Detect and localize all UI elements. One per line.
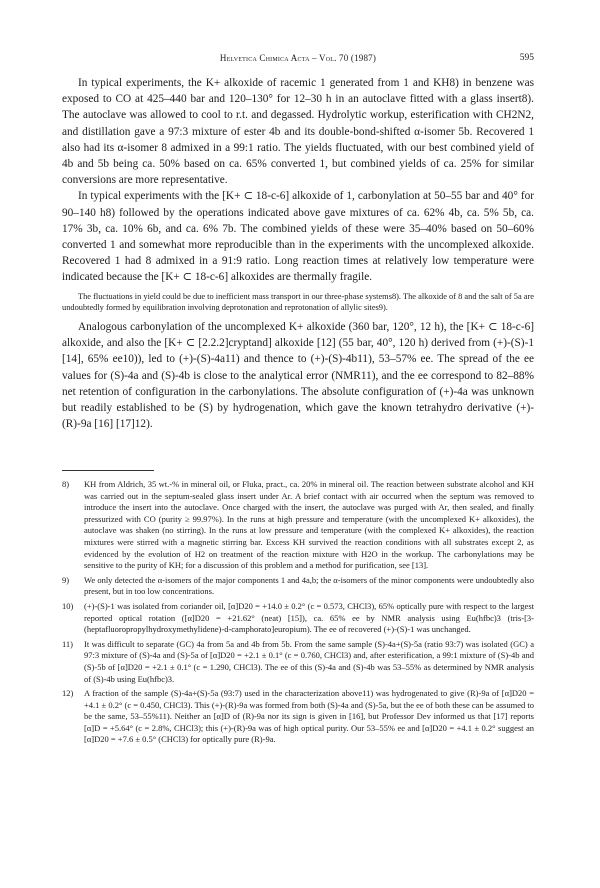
footnote-text: We only detected the α-isomers of the major components 1 and 4a,b; the α-isomers of the minor components were undoubtedly also present, but in too low concentrations. [84,574,534,597]
paragraph-2: In typical experiments with the [K+ ⊂ 18-c-6] alkoxide of 1, carbonylation at 50–55 bar and 40° for 90–140 h8) followed by the operations indicated above gave mixtures of ca. 62% 4b, ca. 5% 5b, ca. 17% 3b, ca. 10% 6b, and ca. 6% 7b. The combined yields of these were 35–40% based on 50–60% converted 1 and somewhat more reproducible than in the experiments with the uncomplexed alkoxide. Recovered 1 had 8 admixed in a 91:9 ratio. Long reaction times at relatively low temperature were indicated because the [K+ ⊂ 18-c-6] alkoxides are thermally fragile. [62,190,534,284]
footnote-mark: 10) [62,600,74,611]
footnote-rule [62,470,154,471]
footnotes [62,479,534,749]
footnote-mark: 11) [62,638,74,649]
main-text [62,75,534,432]
footnote-9 [62,575,534,598]
footnote-mark: 9) [62,574,70,585]
footnote-text: A fraction of the sample (S)-4a+(S)-5a (93:7) used in the characterization above11) was hydrogenated to give (R)-9a of [α]D20 = +4.1 ± 0.2° (c = 0.450, CHCl3). This (+)-(R)-9a was formed from both (S)-4a and (S)-5a, but the ee of both these can be assumed to be the same, 53–55%11). Neither an [α]D of (R)-9a nor its sign is given in [16], but Professor Dev informed us that [17] reports [α]D = +5.64° (c = 2.8%, CHCl3); this (+)-(R)-9a was of high optical purity. Our 53–55% ee and [α]D20 = +4.1 ± 0.2° suggest an [α]D20 = +7.6 ± 0.5° (CHCl3) for optically pure (R)-9a. [84,688,534,745]
small-print-note: The fluctuations in yield could be due to inefficient mass transport in our three-phase systems8). The alkoxide of 8 and the salt of 5a are undoubtedly formed by equilibration involving deprotonation and reprotonation of allylic sites9). [62,291,534,312]
footnote-12 [62,688,534,746]
footnote-mark: 12) [62,688,74,699]
running-head [62,53,534,67]
footnote-text: It was difficult to separate (GC) 4a from 5a and 4b from 5b. From the same sample (S)-4a+(S)-5a (ratio 93:7) was isolated (GC) a 97:3 mixture of (S)-4a and (S)-5a of [α]D20 = +2.1 ± 0.1° (c = 0.760, CHCl3) and, after esterification, a 99:1 mixture of (S)-4b and (S)-5b of [α]D20 = +2.1 ± 0.1° (c = 1.290, CHCl3). The ee of this (S)-4a and (S)-4b was 53–55% as determined by NMR analysis of (S)-4b using Eu(hfbc)3. [84,638,534,684]
footnote-text: (+)-(S)-1 was isolated from coriander oil, [α]D20 = +14.0 ± 0.2° (c = 0.573, CHCl3), 65% optically pure with respect to the largest reported optical rotation ([α]D20 = +21.62° (neat) [15]), ca. 65% ee by NMR analysis using Eu(hfbc)3 (tris-[3-(heptafluoropropylhydroxymethylidene)-d-camphorato]europium). The ee of recovered (+)-(S)-1 was unchanged. [84,600,534,635]
paragraph-1: In typical experiments, the K+ alkoxide of racemic 1 generated from 1 and KH8) in benzene was exposed to CO at 425–440 bar and 120–130° for 12–30 h in an autoclave fitted with a glass insert8). The autoclave was allowed to cool to r.t. and degassed. Hydrolytic workup, esterification with CH2N2, and distillation gave a 97:3 mixture of ester 4b and its double-bond-shifted α-isomer 5b. Recovered 1 also had its α-isomer 8 admixed in a 99:1 ratio. The yields fluctuated, with our best combined yield of 4b and 5b being ca. 50% based on ca. 65% converted 1, but combined yields of ca. 25% for similar conversions are more representative. [62,77,534,187]
footnote-mark: 8) [62,479,70,489]
page-number: 595 [519,53,534,63]
running-head-title: Helvetica Chimica Acta – Vol. 70 (1987) [219,53,377,63]
footnote-10 [62,601,534,636]
footnote-text: KH from Aldrich, 35 wt.-% in mineral oil, or Fluka, pract., ca. 20% in mineral oil. The reaction between substrate alcohol and KH was carried out in the septum-sealed glass insert under Ar. A brief contact with air occurred when the septum was removed to introduce the insert into the autoclave. Once charged with the insert, the autoclave was purged with Ar, then sealed, and finally pressurized with CO (purity ≥ 99.97%). In the runs at high pressure and temperature (with the uncomplexed K+ alkoxides), the autoclave was shaken (no stirring). In the runs at low pressure and temperature (with the complexed K+ alkoxides), the reaction mixtures were stirred with a magnetic stirring bar. Excess KH survived the reaction conditions with all substrates except 2, as evidenced by the evolution of H2 on treatment of the reaction mixture with H2O in the workup. The carbonylations may be sensitive to the purity of KH; for a discussion of this problem and a method for purification, see [13]. [84,479,534,571]
paragraph-3: Analogous carbonylation of the uncomplexed K+ alkoxide (360 bar, 120°, 12 h), the [K+ ⊂ 18-c-6] alkoxide, and also the [K+ ⊂ [2.2.2]cryptand] alkoxide [12] (55 bar, 40°, 120 h) derived from (+)-(S)-1 [14], 65% ee10)), led to (+)-(S)-4a11) and thence to (+)-(S)-4b11), 53–57% ee. The spread of the ee values for (S)-4a and (S)-4b is close to the analytical error (NMR11), and the ee correspond to 82–88% net retention of configuration in the carbonylations. The absolute configuration of (+)-4a was unknown but readily established to be (S) by hydrogenation, which gave the known tetrahydro derivative (+)-(R)-9a [16] [17]12). [62,321,534,431]
footnote-11 [62,639,534,685]
footnote-8 [62,479,534,572]
